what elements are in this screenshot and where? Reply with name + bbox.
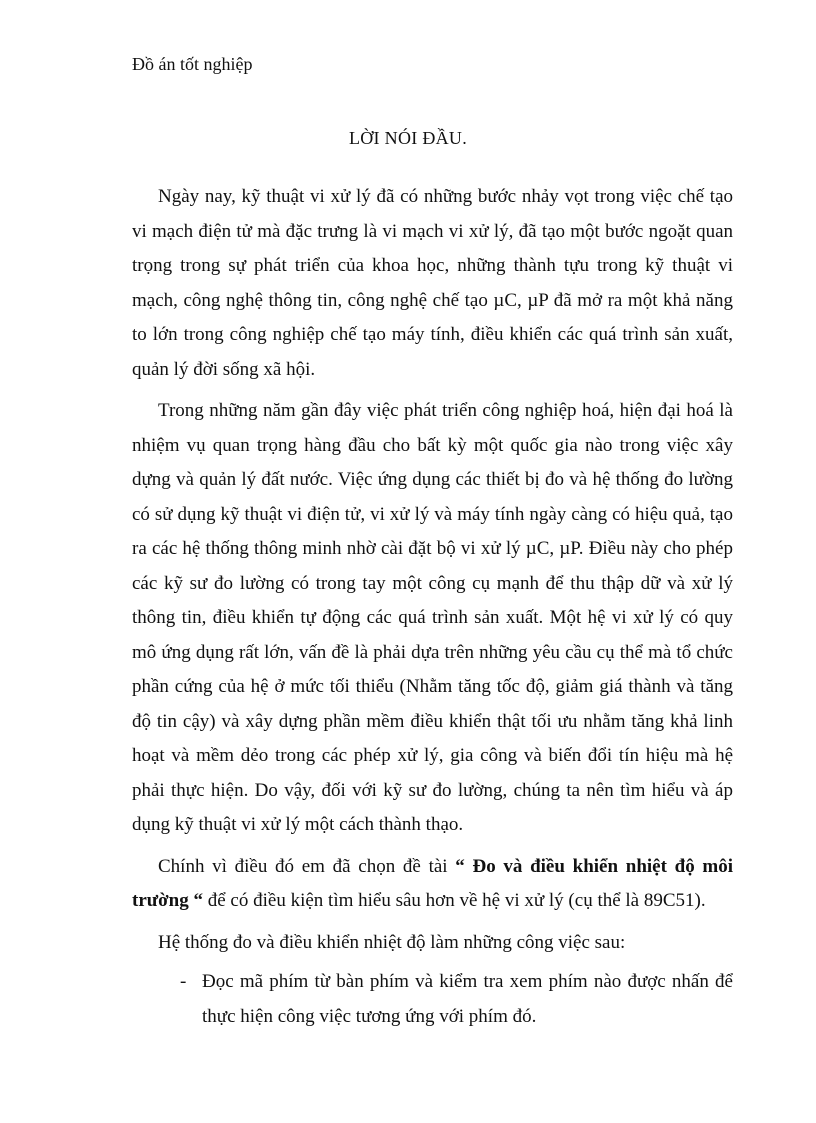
topic-prefix: Chính vì điều đó em đã chọn đề tài bbox=[158, 855, 456, 877]
list-item-text: Đọc mã phím từ bàn phím và kiểm tra xem phím nào được nhấn để thực hiện công việc tương ứng với phím đó. bbox=[202, 971, 733, 1027]
topic-suffix: để có điều kiện tìm hiểu sâu hơn về hệ vi xử lý (cụ thể là 89C51). bbox=[203, 890, 706, 911]
document-heading: LỜI NÓI ĐẦU. bbox=[348, 128, 468, 148]
topic-title: “ Đo và điều khiển nhiệt độ môi trường “ bbox=[132, 855, 733, 911]
list-intro: Hệ thống đo và điều khiển nhiệt độ làm những công việc sau: bbox=[158, 931, 626, 953]
paragraph-intro: Ngày nay, kỹ thuật vi xử lý đã có những bước nhảy vọt trong việc chế tạo vi mạch điện tử mà đặc trưng là vi mạch vi xử lý, đã tạo một bước ngoặt quan trọng trong sự phát triển của khoa học, những thành tựu trong kỹ thuật vi mạch, công nghệ thông tin, công nghệ chế tạo µC, µP đã mở ra một khả năng to lớn trong công nghiệp chế tạo máy tính, điều khiển các quá trình sản xuất, quản lý đời sống xã hội. bbox=[132, 186, 733, 380]
paragraph-industrialization: Trong những năm gần đây việc phát triển công nghiệp hoá, hiện đại hoá là nhiệm vụ quan trọng hàng đầu cho bất kỳ một quốc gia nào trong việc xây dựng và quản lý đất nước. Việc ứng dụng các thiết bị đo và hệ thống đo lường có sử dụng kỹ thuật vi điện tử, vi xử lý và máy tính ngày càng có hiệu quả, tạo ra các hệ thống thông minh nhờ cài đặt bộ vi xử lý µC, µP. Điều này cho phép các kỹ sư đo lường có trong tay một công cụ mạnh để thu thập dữ và xử lý thông tin, điều khiển tự động các quá trình sản xuất. Một hệ vi xử lý có quy mô ứng dụng rất lớn, vấn đề là phải dựa trên những yêu cầu cụ thể mà tổ chức phần cứng của hệ ở mức tối thiểu (Nhằm tăng tốc độ, giảm giá thành và tăng độ tin cậy) và xây dựng phần mềm điều khiển thật tối ưu nhằm tăng khả linh hoạt và mềm dẻo trong các phép xử lý, gia công và biến đổi tín hiệu mà hệ phải thực hiện. Do vậy, đối với kỹ sư đo lường, chúng ta nên tìm hiểu và áp dụng kỹ thuật vi xử lý một cách thành thạo. bbox=[132, 400, 733, 835]
paragraph-topic bbox=[132, 850, 733, 919]
list-item bbox=[132, 965, 733, 1034]
list-item-marker: - bbox=[180, 971, 187, 992]
page-header: Đồ án tốt nghiệp bbox=[132, 54, 253, 74]
document-body bbox=[132, 180, 733, 1034]
